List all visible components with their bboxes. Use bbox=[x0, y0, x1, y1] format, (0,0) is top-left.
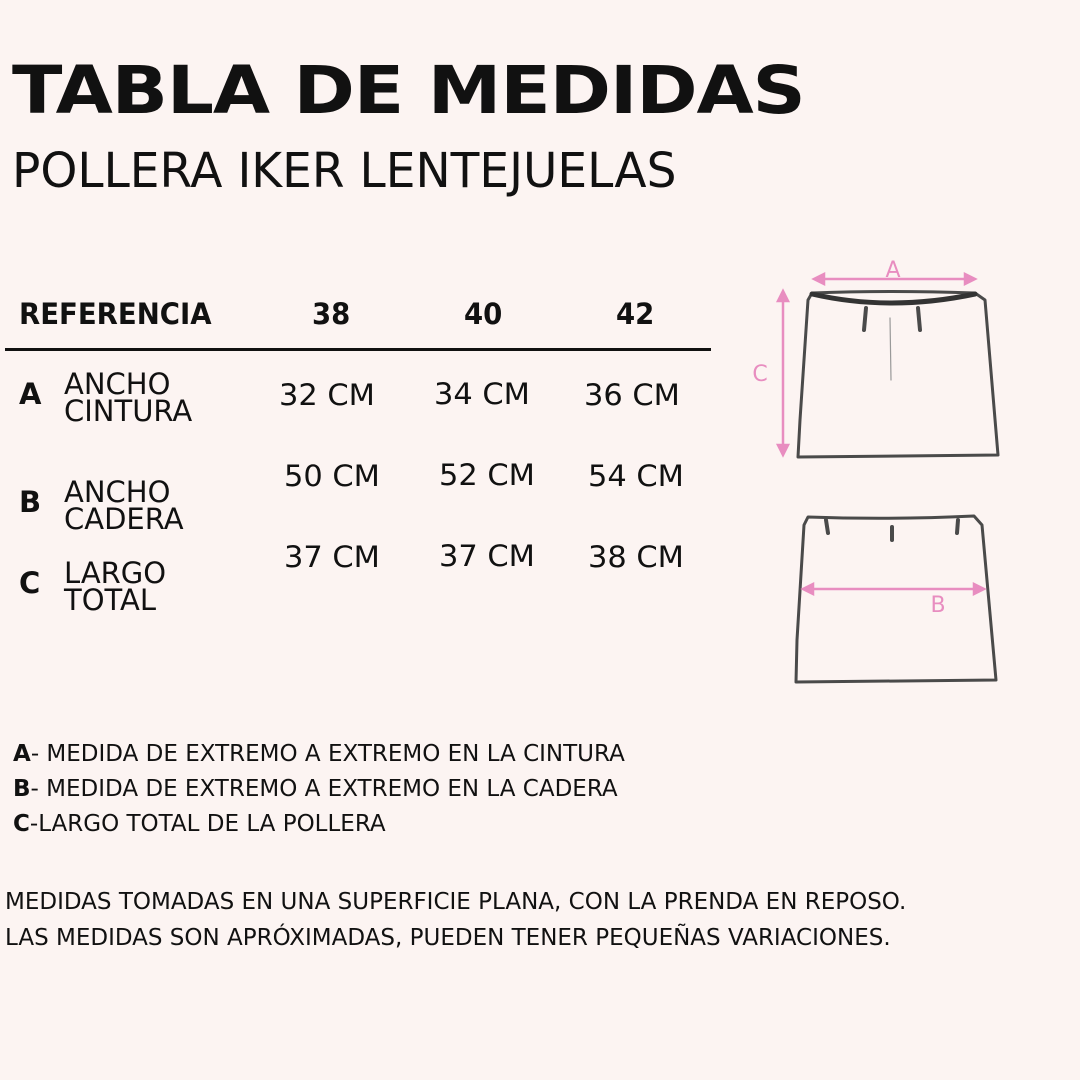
label-c: C bbox=[752, 362, 768, 387]
table-cell: 38 CM bbox=[588, 540, 684, 574]
note-approximate: LAS MEDIDAS SON APRÓXIMADAS, PUEDEN TENER PEQUEÑAS VARIACIONES. bbox=[5, 925, 891, 951]
table-cell: 34 CM bbox=[434, 377, 530, 411]
table-cell: 52 CM bbox=[439, 458, 535, 492]
legend-item-b bbox=[13, 778, 618, 801]
row-letter: C bbox=[19, 566, 41, 600]
page-title: TABLA DE MEDIDAS bbox=[12, 52, 805, 129]
row-name-line: CADERA bbox=[64, 502, 184, 536]
row-name-line: LARGO bbox=[64, 556, 167, 590]
label-a: A bbox=[885, 258, 901, 283]
table-cell: 32 CM bbox=[279, 378, 375, 412]
table-cell: 37 CM bbox=[439, 539, 535, 573]
skirt-front-illustration bbox=[798, 292, 998, 458]
legend-text: - MEDIDA DE EXTREMO A EXTREMO EN LA CADERA bbox=[30, 776, 618, 802]
column-header-size-38: 38 bbox=[312, 297, 351, 331]
table-cell: 50 CM bbox=[284, 459, 380, 493]
legend-item-c bbox=[13, 813, 386, 836]
measurement-arrow-b bbox=[803, 584, 984, 594]
legend-text: -LARGO TOTAL DE LA POLLERA bbox=[29, 811, 386, 837]
legend-letter: A bbox=[13, 741, 31, 767]
legend-item-a bbox=[13, 743, 625, 766]
table-cell: 36 CM bbox=[584, 378, 680, 412]
legend-text: - MEDIDA DE EXTREMO A EXTREMO EN LA CINTURA bbox=[30, 741, 625, 767]
note-measurement-method: MEDIDAS TOMADAS EN UNA SUPERFICIE PLANA, CON LA PRENDA EN REPOSO. bbox=[5, 889, 907, 915]
row-letter: A bbox=[19, 377, 42, 411]
label-b: B bbox=[930, 593, 946, 618]
row-name-line: CINTURA bbox=[64, 394, 193, 428]
product-name: POLLERA IKER LENTEJUELAS bbox=[12, 143, 677, 199]
skirt-back-illustration bbox=[796, 516, 996, 682]
row-name bbox=[64, 556, 284, 617]
row-name-line: ANCHO bbox=[64, 367, 171, 401]
measurement-arrow-c bbox=[778, 291, 788, 455]
row-name-line: ANCHO bbox=[64, 475, 171, 509]
header-divider bbox=[5, 348, 711, 351]
row-name-line: TOTAL bbox=[64, 583, 156, 617]
column-header-reference: REFERENCIA bbox=[19, 297, 212, 331]
row-name bbox=[64, 475, 284, 536]
table-cell: 37 CM bbox=[284, 540, 380, 574]
row-name bbox=[64, 367, 284, 428]
table-cell: 54 CM bbox=[588, 459, 684, 493]
column-header-size-40: 40 bbox=[464, 297, 503, 331]
legend-letter: B bbox=[13, 776, 31, 802]
legend-letter: C bbox=[13, 811, 30, 837]
row-letter: B bbox=[19, 485, 42, 519]
column-header-size-42: 42 bbox=[616, 297, 655, 331]
skirt-measurement-diagram bbox=[740, 250, 1040, 700]
